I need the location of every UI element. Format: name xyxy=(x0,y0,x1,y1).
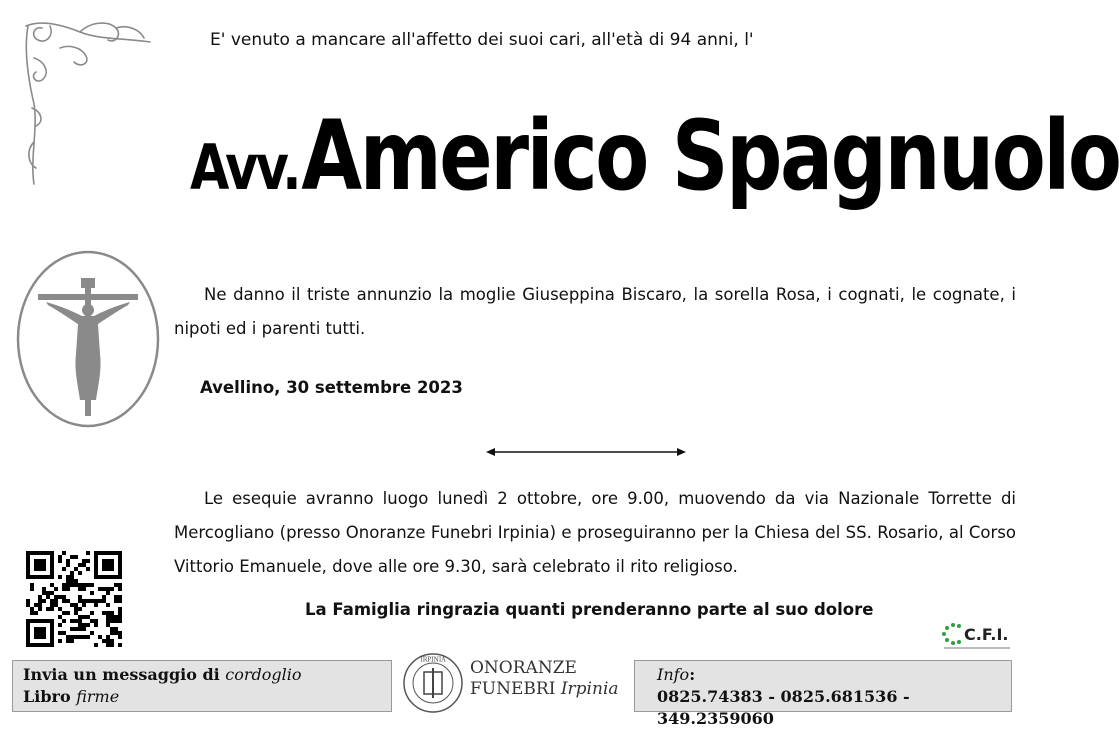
send-message-em: cordoglio xyxy=(225,665,302,684)
announcement-text: Ne danno il triste annunzio la moglie Giuseppina Biscaro, la sorella Rosa, i cognati, le cognate, i nipoti ed i parenti tutti. xyxy=(174,285,1016,338)
deceased-title: Avv. xyxy=(190,131,300,204)
thanks-text: La Famiglia ringrazia quanti prenderanno parte al suo dolore xyxy=(305,600,874,619)
info-label: Info xyxy=(657,665,690,684)
guestbook-link[interactable] xyxy=(23,686,381,708)
funeral-home-logo-icon xyxy=(402,652,464,714)
condolence-box[interactable] xyxy=(12,660,392,712)
send-message-link[interactable] xyxy=(23,664,381,686)
place-date: Avellino, 30 settembre 2023 xyxy=(200,378,463,397)
info-box: Info: 0825.74383 - 0825.681536 - 349.2359060 xyxy=(634,660,1012,712)
company-name xyxy=(470,658,619,700)
deceased-full-name: Americo Spagnuolo xyxy=(301,100,1119,212)
company-line2: FUNEBRI xyxy=(470,679,556,699)
company-em: Irpinia xyxy=(560,679,619,699)
qr-code-icon[interactable] xyxy=(26,551,122,647)
guestbook-prefix: Libro xyxy=(23,687,71,706)
intro-text: E' venuto a mancare all'affetto dei suoi cari, all'età di 94 anni, l' xyxy=(210,30,754,50)
cfi-logo-icon xyxy=(938,618,1014,656)
logo-label: IRPINIA xyxy=(420,656,446,664)
phone-numbers[interactable]: 0825.74383 - 0825.681536 - 349.2359060 xyxy=(657,687,910,728)
crucifix-icon xyxy=(16,250,160,428)
cfi-label: C.F.I. xyxy=(964,625,1009,644)
funeral-details: Le esequie avranno luogo lunedì 2 ottobre, ore 9.00, muovendo da via Nazionale Torrette di Mercogliano (presso Onoranze Funebri Irpinia) e proseguiranno per la Chiesa del SS. Rosario, al Corso Vittorio Emanuele, dove alle ore 9.30, sarà celebrato il rito religioso. xyxy=(174,489,1016,576)
guestbook-em: firme xyxy=(76,687,120,706)
arrow-divider-icon xyxy=(484,446,688,458)
send-message-prefix: Invia un messaggio di xyxy=(23,665,220,684)
company-line1: ONORANZE xyxy=(470,658,577,678)
deceased-name xyxy=(190,100,1119,212)
corner-ornament-icon xyxy=(20,18,155,186)
